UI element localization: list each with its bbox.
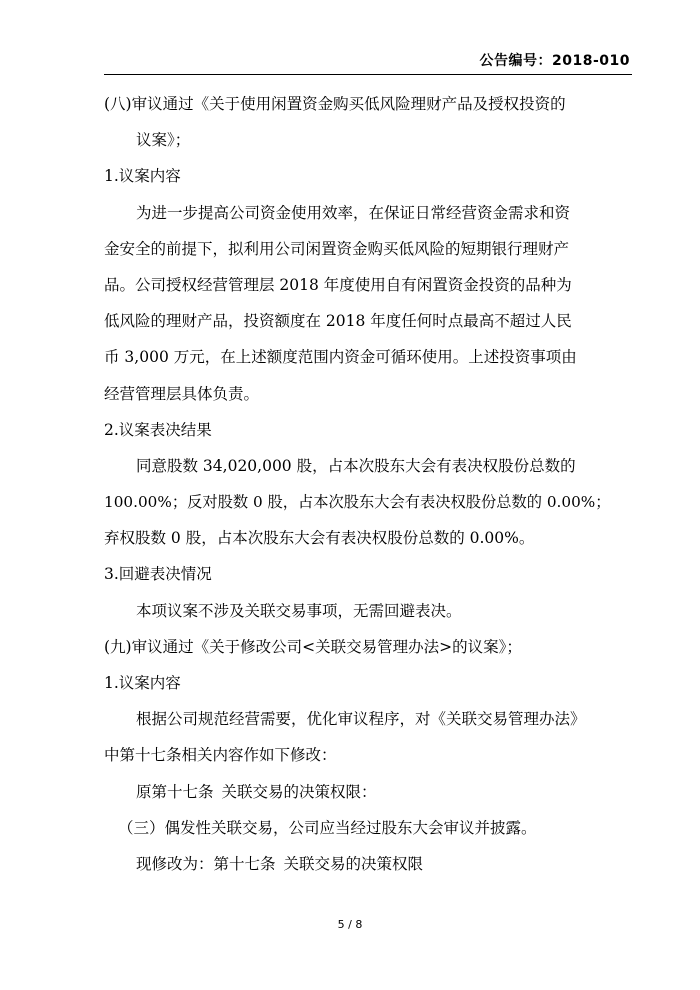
original-article-prefix: 原第十七条 <box>136 782 214 801</box>
item8-section2-heading: 2.议案表决结果 <box>104 420 212 439</box>
item8-title-line1: (八)审议通过《关于使用闲置资金购买低风险理财产品及授权投资的 <box>104 95 566 113</box>
item8-section1-line: 金安全的前提下，拟利用公司闲置资金购买低风险的短期银行理财产 <box>104 239 570 258</box>
item8-section3-heading: 3.回避表决情况 <box>104 565 212 584</box>
header-divider <box>104 74 632 75</box>
item9-original-article <box>104 774 616 810</box>
modified-article-prefix: 现修改为：第十七条 <box>136 854 276 873</box>
item8-section1-line: 低风险的理财产品，投资额度在 2018 年度任何时点最高不超过人民 <box>104 312 572 331</box>
item9-section1-heading: 1.议案内容 <box>104 674 181 692</box>
item9-section1-line: 中第十七条相关内容作如下修改： <box>104 746 337 765</box>
item8-section1-line: 币 3,000 万元，在上述额度范围内资金可循环使用。上述投资事项由 <box>104 348 577 367</box>
document-body <box>104 86 616 882</box>
item9-title: (九)审议通过《关于修改公司<关联交易管理办法>的议案》； <box>104 637 522 656</box>
item8-vote-line: 100.00%；反对股数 0 股，占本次股东大会有表决权股份总数的 0.00%； <box>104 493 611 512</box>
item8-section1-line: 品。公司授权经营管理层 2018 年度使用自有闲置资金投资的品种为 <box>104 275 572 294</box>
item8-title-line2: 议案》； <box>136 131 191 150</box>
modified-article-text: 关联交易的决策权限 <box>283 854 424 873</box>
item9-modified-article <box>104 846 616 882</box>
item9-clause-3: （三）偶发性关联交易，公司应当经过股东大会审议并披露。 <box>118 818 537 837</box>
item9-section1-line: 根据公司规范经营需要，优化审议程序，对《关联交易管理办法》 <box>136 710 586 729</box>
item8-section1-line: 为进一步提高公司资金使用效率，在保证日常经营资金需求和资 <box>136 203 571 222</box>
item8-section1-heading: 1.议案内容 <box>104 167 181 186</box>
item8-section1-line: 经营管理层具体负责。 <box>104 384 260 403</box>
page-number: 5 / 8 <box>337 918 363 931</box>
original-article-text: 关联交易的决策权限： <box>221 782 377 801</box>
item8-vote-line: 弃权股数 0 股，占本次股东大会有表决权股份总数的 0.00%。 <box>104 529 535 548</box>
notice-number: 公告编号：2018-010 <box>479 53 630 69</box>
item8-recusal-line: 本项议案不涉及关联交易事项，无需回避表决。 <box>136 601 462 620</box>
item8-vote-line: 同意股数 34,020,000 股，占本次股东大会有表决权股份总数的 <box>136 456 576 475</box>
